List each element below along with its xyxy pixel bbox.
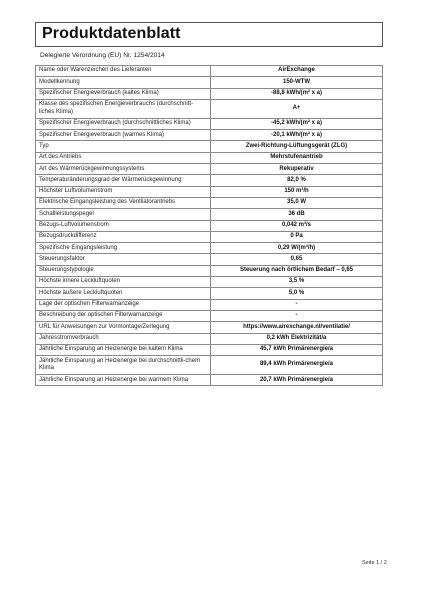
row-value: 89,4 kWh Primärenergie/a: [211, 356, 383, 375]
row-value: 0,042 m³/s: [211, 220, 383, 231]
table-row: [36, 197, 383, 208]
table-row: [36, 265, 383, 276]
row-label: Lage der optischen Filterwarnanzeige: [36, 299, 211, 310]
row-label: Steuerungstypologie: [36, 265, 211, 276]
table-row: [36, 288, 383, 299]
row-label: Elektrische Eingangsleistung des Ventilatorantriebs: [36, 197, 211, 208]
row-value: -: [211, 310, 383, 321]
row-label: Klasse des spezifischen Energieverbrauchs (durchschnitt-liches Klima): [36, 99, 211, 118]
table-row: [36, 344, 383, 355]
row-value: -: [211, 299, 383, 310]
table-row: [36, 141, 383, 152]
row-label: Name oder Warenzeichen des Lieferanten: [36, 66, 211, 77]
table-row: [36, 356, 383, 375]
row-label: URL für Anweisungen zur Vormontage/Zerlegung: [36, 322, 211, 333]
table-row: [36, 299, 383, 310]
row-value: Rekuperativ: [211, 164, 383, 175]
spec-table-body: [36, 66, 383, 386]
regulation-subtitle: Delegierte Verordnung (EU) Nr. 1254/2014: [40, 52, 165, 59]
row-value: 0 Pa: [211, 231, 383, 242]
table-row: [36, 88, 383, 99]
row-value: 35,0 W: [211, 197, 383, 208]
row-value: 150-WTW: [211, 77, 383, 88]
row-label: Spezifischer Energieverbrauch (warmes Klima): [36, 130, 211, 141]
table-row: [36, 322, 383, 333]
row-value: A+: [211, 99, 383, 118]
table-row: [36, 66, 383, 77]
row-label: Höchste äußere Leckluftquoten: [36, 288, 211, 299]
table-row: [36, 77, 383, 88]
row-label: Art des Wärmerückgewinnungssystems: [36, 164, 211, 175]
row-value: -88,8 kWh/(m² x a): [211, 88, 383, 99]
row-label: Jährliche Einsparung an Heizenergie bei kaltem Klima: [36, 344, 211, 355]
row-label: Beschreibung der optischen Filterwarnanzeige: [36, 310, 211, 321]
row-value: -20,1 kWh/(m² x a): [211, 130, 383, 141]
row-value: 45,7 kWh Primärenergie/a: [211, 344, 383, 355]
row-label: Spezifischer Energieverbrauch (kaltes Klima): [36, 88, 211, 99]
table-row: [36, 152, 383, 163]
row-label: Typ: [36, 141, 211, 152]
spec-table: [35, 65, 383, 386]
row-value: 82,0 %: [211, 175, 383, 186]
row-value: 0,65: [211, 254, 383, 265]
row-label: Spezifische Eingangsleistung: [36, 243, 211, 254]
row-value: 20,7 kWh Primärenergie/a: [211, 375, 383, 386]
page-title: Produktdatenblatt: [42, 25, 181, 42]
row-value: 0,2 kWh Elektrizität/a: [211, 333, 383, 344]
row-value: https://www.airexchange.nl/ventilatie/: [211, 322, 383, 333]
table-row: [36, 130, 383, 141]
table-row: [36, 186, 383, 197]
table-row: [36, 209, 383, 220]
row-value: 3,5 %: [211, 277, 383, 288]
row-label: Höchste innere Leckluftquoten: [36, 277, 211, 288]
row-label: Bezugs-Luftvolumenstrom: [36, 220, 211, 231]
table-row: [36, 375, 383, 386]
row-value: 0,29 W/(m³/h): [211, 243, 383, 254]
row-label: Spezifischer Energieverbrauch (durchschnittliches Klima): [36, 118, 211, 129]
row-value: Zwei-Richtung-Lüftungsgerät (ZLG): [211, 141, 383, 152]
row-value: Steuerung nach örtlichem Bedarf – 0,65: [211, 265, 383, 276]
table-row: [36, 333, 383, 344]
row-value: 36 dB: [211, 209, 383, 220]
row-label: Schallleistungspegel: [36, 209, 211, 220]
table-row: [36, 164, 383, 175]
row-value: AirExchange: [211, 66, 383, 77]
row-label: Bezugsdruckdifferenz: [36, 231, 211, 242]
row-label: Art des Antriebs: [36, 152, 211, 163]
table-row: [36, 99, 383, 118]
row-label: Jährliche Einsparung an Heizenergie bei warmem Klima: [36, 375, 211, 386]
table-row: [36, 118, 383, 129]
table-row: [36, 310, 383, 321]
table-row: [36, 254, 383, 265]
table-row: [36, 277, 383, 288]
row-label: Jahresstromverbrauch: [36, 333, 211, 344]
row-label: Steuerungsfaktor: [36, 254, 211, 265]
table-row: [36, 243, 383, 254]
row-value: -45,2 kWh/(m² x a): [211, 118, 383, 129]
row-label: Modellkennung: [36, 77, 211, 88]
row-value: 150 m³/h: [211, 186, 383, 197]
table-row: [36, 220, 383, 231]
page-number: Seite 1 / 2: [362, 560, 387, 566]
row-value: 5,0 %: [211, 288, 383, 299]
row-label: Jährliche Einsparung an Heizenergie bei durchschnittli-chem Klima: [36, 356, 211, 375]
table-row: [36, 231, 383, 242]
row-label: Temperaturänderungsgrad der Wärmerückgewinnung: [36, 175, 211, 186]
row-label: Höchster Luftvolumenstrom: [36, 186, 211, 197]
table-row: [36, 175, 383, 186]
title-box: [35, 22, 383, 47]
row-value: Mehrstufenantrieb: [211, 152, 383, 163]
